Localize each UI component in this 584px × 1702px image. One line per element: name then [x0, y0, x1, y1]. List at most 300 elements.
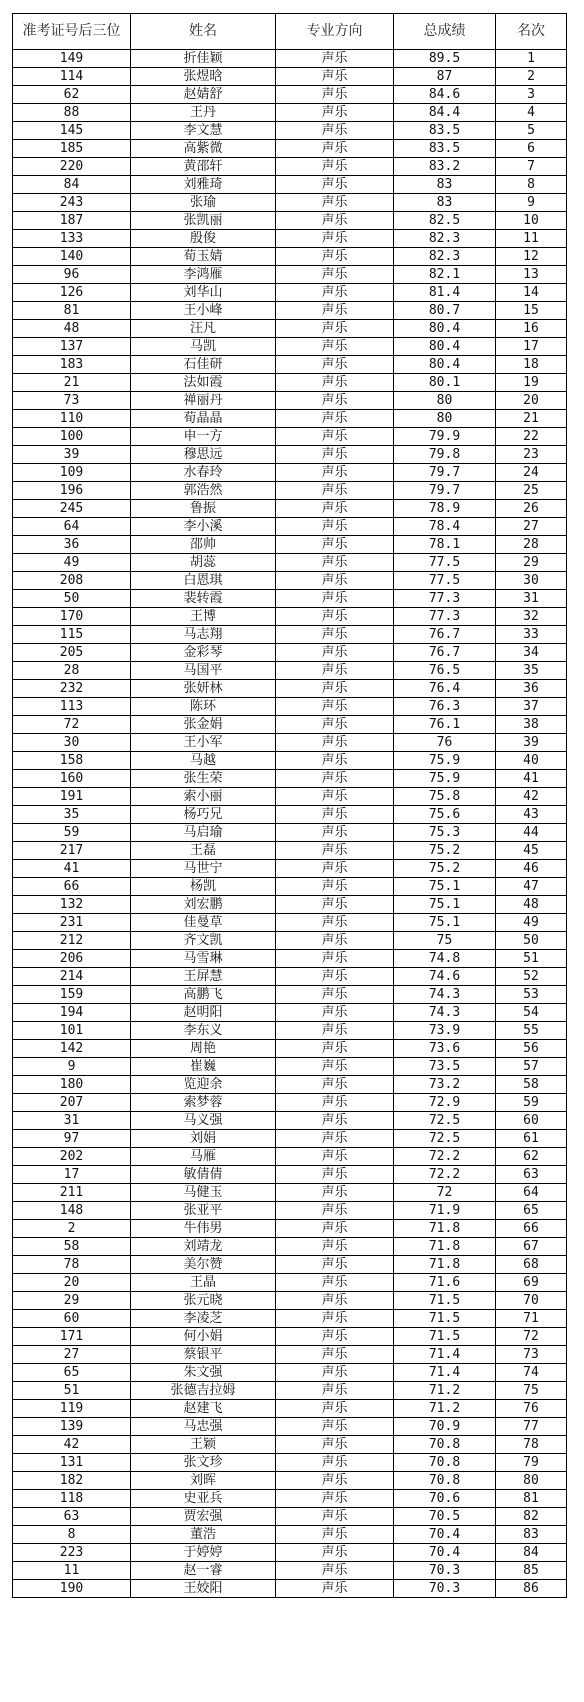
cell-rank: 16	[496, 320, 567, 338]
cell-major: 声乐	[276, 1112, 394, 1130]
header-row	[13, 14, 567, 50]
cell-rank: 44	[496, 824, 567, 842]
cell-rank: 63	[496, 1166, 567, 1184]
cell-rank: 56	[496, 1040, 567, 1058]
cell-exam-id: 42	[13, 1436, 131, 1454]
cell-exam-id: 65	[13, 1364, 131, 1382]
cell-exam-id: 84	[13, 176, 131, 194]
cell-rank: 1	[496, 50, 567, 68]
cell-major: 声乐	[276, 1544, 394, 1562]
cell-rank: 20	[496, 392, 567, 410]
cell-exam-id: 126	[13, 284, 131, 302]
header-exam-id: 准考证号后三位	[13, 14, 131, 50]
table-row	[13, 896, 567, 914]
cell-name: 石佳研	[131, 356, 276, 374]
cell-major: 声乐	[276, 284, 394, 302]
cell-major: 声乐	[276, 302, 394, 320]
cell-rank: 48	[496, 896, 567, 914]
cell-rank: 52	[496, 968, 567, 986]
cell-exam-id: 131	[13, 1454, 131, 1472]
table-row	[13, 950, 567, 968]
cell-total-score: 70.6	[394, 1490, 496, 1508]
cell-major: 声乐	[276, 122, 394, 140]
cell-exam-id: 231	[13, 914, 131, 932]
cell-exam-id: 28	[13, 662, 131, 680]
cell-rank: 47	[496, 878, 567, 896]
cell-major: 声乐	[276, 194, 394, 212]
cell-rank: 54	[496, 1004, 567, 1022]
cell-major: 声乐	[276, 1310, 394, 1328]
table-row	[13, 842, 567, 860]
cell-rank: 25	[496, 482, 567, 500]
cell-exam-id: 97	[13, 1130, 131, 1148]
cell-rank: 78	[496, 1436, 567, 1454]
cell-name: 刘靖龙	[131, 1238, 276, 1256]
cell-rank: 38	[496, 716, 567, 734]
cell-major: 声乐	[276, 932, 394, 950]
cell-name: 金彩琴	[131, 644, 276, 662]
cell-exam-id: 29	[13, 1292, 131, 1310]
table-row	[13, 1166, 567, 1184]
cell-total-score: 79.7	[394, 482, 496, 500]
table-row	[13, 860, 567, 878]
table-row	[13, 716, 567, 734]
cell-major: 声乐	[276, 1220, 394, 1238]
cell-rank: 37	[496, 698, 567, 716]
table-row	[13, 1526, 567, 1544]
cell-exam-id: 114	[13, 68, 131, 86]
cell-major: 声乐	[276, 500, 394, 518]
cell-name: 胡蕊	[131, 554, 276, 572]
cell-rank: 46	[496, 860, 567, 878]
table-row	[13, 536, 567, 554]
cell-total-score: 76	[394, 734, 496, 752]
cell-name: 齐文凯	[131, 932, 276, 950]
cell-name: 杨巧兄	[131, 806, 276, 824]
cell-exam-id: 223	[13, 1544, 131, 1562]
cell-total-score: 70.3	[394, 1580, 496, 1598]
table-body	[13, 50, 567, 1598]
cell-major: 声乐	[276, 212, 394, 230]
table-row	[13, 806, 567, 824]
cell-major: 声乐	[276, 680, 394, 698]
cell-exam-id: 62	[13, 86, 131, 104]
cell-total-score: 80.7	[394, 302, 496, 320]
cell-name: 马健玉	[131, 1184, 276, 1202]
cell-exam-id: 160	[13, 770, 131, 788]
cell-name: 史亚兵	[131, 1490, 276, 1508]
cell-exam-id: 232	[13, 680, 131, 698]
cell-rank: 45	[496, 842, 567, 860]
cell-exam-id: 88	[13, 104, 131, 122]
cell-major: 声乐	[276, 176, 394, 194]
cell-rank: 5	[496, 122, 567, 140]
cell-exam-id: 158	[13, 752, 131, 770]
cell-name: 王姣阳	[131, 1580, 276, 1598]
cell-major: 声乐	[276, 464, 394, 482]
cell-major: 声乐	[276, 572, 394, 590]
table-row	[13, 158, 567, 176]
cell-name: 李东义	[131, 1022, 276, 1040]
cell-name: 禅丽丹	[131, 392, 276, 410]
table-row	[13, 608, 567, 626]
cell-name: 刘晖	[131, 1472, 276, 1490]
cell-exam-id: 109	[13, 464, 131, 482]
cell-name: 赵明阳	[131, 1004, 276, 1022]
cell-exam-id: 96	[13, 266, 131, 284]
table-row	[13, 770, 567, 788]
cell-major: 声乐	[276, 140, 394, 158]
table-row	[13, 464, 567, 482]
cell-total-score: 70.9	[394, 1418, 496, 1436]
cell-major: 声乐	[276, 716, 394, 734]
cell-total-score: 83	[394, 176, 496, 194]
cell-name: 张妍林	[131, 680, 276, 698]
cell-name: 于婷婷	[131, 1544, 276, 1562]
cell-total-score: 70.5	[394, 1508, 496, 1526]
cell-exam-id: 139	[13, 1418, 131, 1436]
cell-exam-id: 49	[13, 554, 131, 572]
cell-total-score: 79.8	[394, 446, 496, 464]
cell-name: 裴转霞	[131, 590, 276, 608]
cell-total-score: 75.2	[394, 860, 496, 878]
cell-name: 马雪琳	[131, 950, 276, 968]
cell-name: 王屏慧	[131, 968, 276, 986]
cell-total-score: 75.6	[394, 806, 496, 824]
table-row	[13, 500, 567, 518]
table-row	[13, 1418, 567, 1436]
cell-major: 声乐	[276, 266, 394, 284]
cell-exam-id: 113	[13, 698, 131, 716]
table-row	[13, 374, 567, 392]
cell-total-score: 72	[394, 1184, 496, 1202]
cell-name: 赵建飞	[131, 1400, 276, 1418]
cell-total-score: 82.1	[394, 266, 496, 284]
cell-major: 声乐	[276, 518, 394, 536]
table-row	[13, 1310, 567, 1328]
cell-major: 声乐	[276, 86, 394, 104]
header-name: 姓名	[131, 14, 276, 50]
cell-exam-id: 137	[13, 338, 131, 356]
cell-major: 声乐	[276, 788, 394, 806]
cell-rank: 67	[496, 1238, 567, 1256]
cell-major: 声乐	[276, 1040, 394, 1058]
results-table	[12, 13, 567, 1598]
cell-total-score: 72.9	[394, 1094, 496, 1112]
cell-rank: 34	[496, 644, 567, 662]
cell-exam-id: 11	[13, 1562, 131, 1580]
cell-total-score: 71.5	[394, 1310, 496, 1328]
cell-rank: 2	[496, 68, 567, 86]
table-row	[13, 1472, 567, 1490]
cell-exam-id: 207	[13, 1094, 131, 1112]
cell-name: 蔡银平	[131, 1346, 276, 1364]
cell-major: 声乐	[276, 1580, 394, 1598]
cell-rank: 50	[496, 932, 567, 950]
cell-name: 张亚平	[131, 1202, 276, 1220]
cell-exam-id: 202	[13, 1148, 131, 1166]
table-row	[13, 1382, 567, 1400]
cell-major: 声乐	[276, 1166, 394, 1184]
table-row	[13, 1148, 567, 1166]
table-row	[13, 86, 567, 104]
table-row	[13, 1130, 567, 1148]
cell-exam-id: 194	[13, 1004, 131, 1022]
cell-name: 汪凡	[131, 320, 276, 338]
cell-exam-id: 27	[13, 1346, 131, 1364]
cell-rank: 23	[496, 446, 567, 464]
cell-major: 声乐	[276, 554, 394, 572]
cell-exam-id: 8	[13, 1526, 131, 1544]
cell-exam-id: 41	[13, 860, 131, 878]
cell-name: 王博	[131, 608, 276, 626]
cell-name: 白恩琪	[131, 572, 276, 590]
table-row	[13, 572, 567, 590]
cell-rank: 82	[496, 1508, 567, 1526]
cell-name: 索小丽	[131, 788, 276, 806]
cell-exam-id: 9	[13, 1058, 131, 1076]
cell-total-score: 76.1	[394, 716, 496, 734]
cell-major: 声乐	[276, 950, 394, 968]
cell-major: 声乐	[276, 1076, 394, 1094]
cell-major: 声乐	[276, 1562, 394, 1580]
cell-major: 声乐	[276, 446, 394, 464]
cell-total-score: 71.9	[394, 1202, 496, 1220]
cell-total-score: 79.9	[394, 428, 496, 446]
results-table-container	[12, 13, 567, 1598]
cell-exam-id: 17	[13, 1166, 131, 1184]
cell-total-score: 73.5	[394, 1058, 496, 1076]
cell-rank: 40	[496, 752, 567, 770]
cell-exam-id: 21	[13, 374, 131, 392]
cell-total-score: 83.5	[394, 140, 496, 158]
cell-major: 声乐	[276, 104, 394, 122]
table-row	[13, 752, 567, 770]
cell-rank: 26	[496, 500, 567, 518]
cell-exam-id: 205	[13, 644, 131, 662]
cell-major: 声乐	[276, 842, 394, 860]
cell-exam-id: 191	[13, 788, 131, 806]
cell-rank: 6	[496, 140, 567, 158]
cell-exam-id: 73	[13, 392, 131, 410]
cell-total-score: 80	[394, 392, 496, 410]
cell-major: 声乐	[276, 1094, 394, 1112]
cell-exam-id: 58	[13, 1238, 131, 1256]
table-row	[13, 446, 567, 464]
table-row	[13, 1040, 567, 1058]
cell-exam-id: 118	[13, 1490, 131, 1508]
cell-major: 声乐	[276, 698, 394, 716]
cell-rank: 9	[496, 194, 567, 212]
cell-rank: 66	[496, 1220, 567, 1238]
cell-major: 声乐	[276, 1346, 394, 1364]
table-row	[13, 266, 567, 284]
cell-exam-id: 20	[13, 1274, 131, 1292]
table-row	[13, 50, 567, 68]
cell-rank: 61	[496, 1130, 567, 1148]
cell-name: 马凯	[131, 338, 276, 356]
cell-major: 声乐	[276, 1526, 394, 1544]
table-row	[13, 1454, 567, 1472]
table-row	[13, 1328, 567, 1346]
cell-major: 声乐	[276, 1022, 394, 1040]
cell-major: 声乐	[276, 1058, 394, 1076]
cell-major: 声乐	[276, 392, 394, 410]
cell-exam-id: 60	[13, 1310, 131, 1328]
table-row	[13, 1112, 567, 1130]
cell-rank: 10	[496, 212, 567, 230]
table-row	[13, 1508, 567, 1526]
cell-major: 声乐	[276, 158, 394, 176]
cell-total-score: 79.7	[394, 464, 496, 482]
cell-rank: 28	[496, 536, 567, 554]
cell-exam-id: 140	[13, 248, 131, 266]
cell-name: 马义强	[131, 1112, 276, 1130]
cell-rank: 24	[496, 464, 567, 482]
cell-rank: 83	[496, 1526, 567, 1544]
cell-exam-id: 133	[13, 230, 131, 248]
cell-name: 王磊	[131, 842, 276, 860]
cell-rank: 11	[496, 230, 567, 248]
cell-rank: 75	[496, 1382, 567, 1400]
cell-total-score: 71.8	[394, 1220, 496, 1238]
cell-total-score: 76.4	[394, 680, 496, 698]
table-row	[13, 1400, 567, 1418]
cell-major: 声乐	[276, 968, 394, 986]
cell-exam-id: 64	[13, 518, 131, 536]
cell-exam-id: 39	[13, 446, 131, 464]
cell-major: 声乐	[276, 1328, 394, 1346]
cell-rank: 76	[496, 1400, 567, 1418]
cell-major: 声乐	[276, 1364, 394, 1382]
cell-exam-id: 145	[13, 122, 131, 140]
cell-total-score: 76.7	[394, 626, 496, 644]
cell-total-score: 75.3	[394, 824, 496, 842]
cell-total-score: 81.4	[394, 284, 496, 302]
cell-major: 声乐	[276, 1436, 394, 1454]
cell-major: 声乐	[276, 1238, 394, 1256]
cell-total-score: 80.4	[394, 320, 496, 338]
cell-total-score: 71.8	[394, 1256, 496, 1274]
cell-major: 声乐	[276, 1184, 394, 1202]
cell-rank: 30	[496, 572, 567, 590]
table-row	[13, 932, 567, 950]
cell-name: 高鹏飞	[131, 986, 276, 1004]
cell-total-score: 78.1	[394, 536, 496, 554]
table-row	[13, 644, 567, 662]
cell-name: 马国平	[131, 662, 276, 680]
cell-rank: 58	[496, 1076, 567, 1094]
cell-rank: 22	[496, 428, 567, 446]
cell-major: 声乐	[276, 986, 394, 1004]
table-row	[13, 734, 567, 752]
table-row	[13, 1004, 567, 1022]
table-row	[13, 1076, 567, 1094]
cell-total-score: 76.5	[394, 662, 496, 680]
cell-total-score: 83	[394, 194, 496, 212]
cell-name: 张瑜	[131, 194, 276, 212]
cell-total-score: 70.8	[394, 1454, 496, 1472]
cell-total-score: 89.5	[394, 50, 496, 68]
cell-exam-id: 81	[13, 302, 131, 320]
cell-major: 声乐	[276, 1292, 394, 1310]
cell-name: 赵一睿	[131, 1562, 276, 1580]
cell-total-score: 77.3	[394, 608, 496, 626]
table-row	[13, 662, 567, 680]
cell-name: 折佳颖	[131, 50, 276, 68]
table-row	[13, 986, 567, 1004]
cell-total-score: 71.5	[394, 1328, 496, 1346]
cell-rank: 55	[496, 1022, 567, 1040]
cell-name: 张凯丽	[131, 212, 276, 230]
table-row	[13, 482, 567, 500]
cell-total-score: 83.2	[394, 158, 496, 176]
cell-rank: 68	[496, 1256, 567, 1274]
cell-rank: 70	[496, 1292, 567, 1310]
cell-name: 张德吉拉姆	[131, 1382, 276, 1400]
cell-total-score: 73.2	[394, 1076, 496, 1094]
cell-exam-id: 51	[13, 1382, 131, 1400]
cell-exam-id: 214	[13, 968, 131, 986]
cell-rank: 31	[496, 590, 567, 608]
cell-major: 声乐	[276, 374, 394, 392]
table-row	[13, 1202, 567, 1220]
cell-rank: 71	[496, 1310, 567, 1328]
table-row	[13, 212, 567, 230]
cell-name: 朱文强	[131, 1364, 276, 1382]
table-row	[13, 1436, 567, 1454]
table-row	[13, 320, 567, 338]
cell-name: 法如霞	[131, 374, 276, 392]
cell-name: 王丹	[131, 104, 276, 122]
cell-major: 声乐	[276, 824, 394, 842]
cell-name: 王小军	[131, 734, 276, 752]
cell-total-score: 74.8	[394, 950, 496, 968]
cell-name: 杨凯	[131, 878, 276, 896]
cell-rank: 7	[496, 158, 567, 176]
cell-exam-id: 220	[13, 158, 131, 176]
table-row	[13, 1238, 567, 1256]
table-row	[13, 626, 567, 644]
cell-name: 李凌芝	[131, 1310, 276, 1328]
cell-total-score: 80.4	[394, 338, 496, 356]
table-row	[13, 1058, 567, 1076]
cell-exam-id: 185	[13, 140, 131, 158]
cell-rank: 41	[496, 770, 567, 788]
table-row	[13, 698, 567, 716]
table-row	[13, 104, 567, 122]
cell-total-score: 75	[394, 932, 496, 950]
cell-exam-id: 110	[13, 410, 131, 428]
cell-total-score: 72.5	[394, 1130, 496, 1148]
cell-name: 张生荣	[131, 770, 276, 788]
table-header	[13, 14, 567, 50]
cell-name: 陈环	[131, 698, 276, 716]
cell-rank: 4	[496, 104, 567, 122]
cell-total-score: 87	[394, 68, 496, 86]
cell-major: 声乐	[276, 590, 394, 608]
cell-name: 赵婧舒	[131, 86, 276, 104]
cell-major: 声乐	[276, 428, 394, 446]
cell-rank: 74	[496, 1364, 567, 1382]
cell-total-score: 70.8	[394, 1436, 496, 1454]
cell-major: 声乐	[276, 1004, 394, 1022]
cell-exam-id: 30	[13, 734, 131, 752]
cell-exam-id: 159	[13, 986, 131, 1004]
cell-rank: 60	[496, 1112, 567, 1130]
cell-name: 马雁	[131, 1148, 276, 1166]
cell-total-score: 74.3	[394, 1004, 496, 1022]
